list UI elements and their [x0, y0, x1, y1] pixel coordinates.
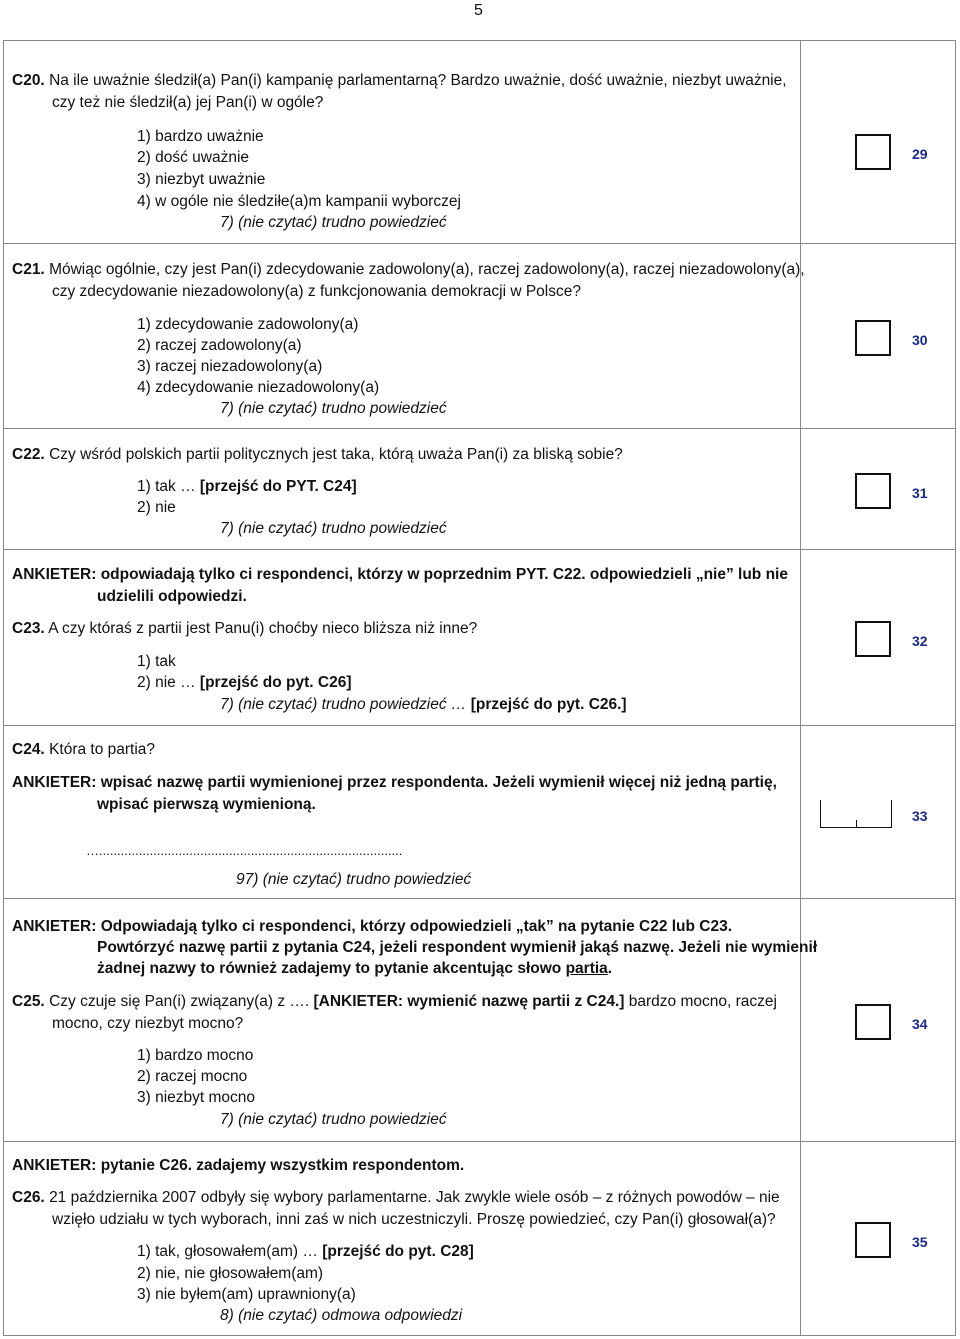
answer-option: 3) niezbyt mocno	[137, 1089, 256, 1106]
interviewer-note: ANKIETER: wpisać nazwę partii wymienionej przez respondenta. Jeżeli wymienił więcej niż jedną partię,	[12, 774, 777, 791]
answer-option: 3) nie byłem(am) uprawniony(a)	[137, 1286, 356, 1303]
answer-box[interactable]	[855, 473, 891, 509]
column-code: 35	[912, 1234, 928, 1250]
question-text: Na ile uważnie śledził(a) Pan(i) kampanię parlamentarną? Bardzo uważnie, dość uważnie, niezbyt uważnie,	[49, 72, 787, 89]
question-label: C22.	[12, 446, 45, 463]
answer-option: 2) dość uważnie	[137, 149, 250, 166]
page-number: 5	[474, 2, 483, 19]
answer-box[interactable]	[855, 134, 891, 170]
answer-option-text: 1) tak, głosowałem(am) …	[137, 1243, 318, 1260]
question-label: C25.	[12, 993, 45, 1010]
question-text: A czy któraś z partii jest Panu(i) choćby nieco bliższa niż inne?	[48, 620, 478, 637]
question-c20	[12, 70, 787, 91]
note-text: żadnej nazwy to również zadajemy to pytanie akcentując słowo	[97, 960, 566, 977]
answer-option-dk: 7) (nie czytać) trudno powiedzieć	[220, 1111, 447, 1128]
question-c21	[12, 259, 805, 280]
answer-option: 2) raczej mocno	[137, 1068, 248, 1085]
answer-option-dk	[220, 694, 627, 715]
row-divider	[3, 898, 956, 899]
question-c24	[12, 739, 155, 760]
write-in-line[interactable]: …....................................................................................	[86, 843, 403, 858]
question-c26	[12, 1187, 780, 1208]
column-code: 29	[912, 146, 928, 162]
interviewer-note: ANKIETER: odpowiadają tylko ci respondenci, którzy w poprzednim PYT. C22. odpowiedzieli „nie” lub nie	[12, 566, 788, 583]
question-text: Czy czuje się Pan(i) związany(a) z ….	[49, 993, 310, 1010]
skip-instruction: [przejść do pyt. C26]	[199, 674, 352, 691]
answer-option-refuse: 8) (nie czytać) odmowa odpowiedzi	[220, 1307, 463, 1324]
question-text: 21 października 2007 odbyły się wybory parlamentarne. Jak zwykle wiele osób – z różnych powodów – nie	[49, 1189, 780, 1206]
interviewer-note-cont	[97, 958, 612, 979]
interviewer-note: ANKIETER: pytanie C26. zadajemy wszystkim respondentom.	[12, 1157, 465, 1174]
question-text: Mówiąc ogólnie, czy jest Pan(i) zdecydowanie zadowolony(a), raczej zadowolony(a), raczej niezadowolony(a),	[49, 261, 805, 278]
question-c25	[12, 991, 777, 1012]
row-divider	[3, 243, 956, 244]
question-c22	[12, 444, 623, 465]
question-label: C24.	[12, 741, 45, 758]
column-code: 32	[912, 633, 928, 649]
answer-option-dk: 7) (nie czytać) trudno powiedzieć	[220, 214, 447, 231]
question-text-cont: mocno, czy niezbyt mocno?	[52, 1015, 244, 1032]
emphasized-word: partia	[565, 960, 608, 977]
column-code: 30	[912, 332, 928, 348]
answer-box[interactable]	[855, 1222, 891, 1258]
answer-option: 2) raczej zadowolony(a)	[137, 337, 302, 354]
question-label: C23.	[12, 620, 45, 637]
question-text-cont: czy też nie śledził(a) jej Pan(i) w ogóle?	[52, 94, 324, 111]
note-text: .	[607, 960, 613, 977]
skip-instruction: [przejść do pyt. C28]	[322, 1243, 474, 1260]
row-divider	[3, 428, 956, 429]
answer-box[interactable]	[855, 1004, 891, 1040]
answer-option: 2) nie	[137, 499, 176, 516]
answer-option	[137, 476, 357, 497]
interviewer-note-cont: Powtórzyć nazwę partii z pytania C24, jeżeli respondent wymienił jakąś nazwę. Jeżeli nie wymienił	[97, 939, 818, 956]
row-divider	[3, 725, 956, 726]
row-divider	[3, 1141, 956, 1142]
answer-option	[137, 672, 352, 693]
answer-option: 3) niezbyt uważnie	[137, 171, 266, 188]
question-label: C26.	[12, 1189, 45, 1206]
answer-option: 1) bardzo mocno	[137, 1047, 254, 1064]
answer-option	[137, 1241, 474, 1262]
answer-box-two-digit[interactable]	[820, 800, 892, 828]
question-text-cont: wzięło udziału w tych wyborach, inni zaś w nich uczestniczyli. Proszę powiedzieć, czy Pan(i) głosował(a)?	[52, 1211, 776, 1228]
answer-box[interactable]	[855, 320, 891, 356]
question-text: Która to partia?	[49, 741, 156, 758]
row-divider	[3, 549, 956, 550]
answer-option: 4) zdecydowanie niezadowolony(a)	[137, 379, 380, 396]
answer-box[interactable]	[855, 621, 891, 657]
interviewer-instruction: [ANKIETER: wymienić nazwę partii z C24.]	[313, 993, 625, 1010]
answer-option: 1) tak	[137, 653, 176, 670]
answer-option: 2) nie, nie głosowałem(am)	[137, 1265, 324, 1282]
interviewer-note-cont: wpisać pierwszą wymienioną.	[97, 796, 316, 813]
answer-option-dk: 7) (nie czytać) trudno powiedzieć	[220, 400, 447, 417]
answer-option-text: 7) (nie czytać) trudno powiedzieć …	[220, 696, 467, 713]
column-code: 34	[912, 1016, 928, 1032]
answer-option-text: 1) tak …	[137, 478, 196, 495]
skip-instruction: [przejść do pyt. C26.]	[470, 696, 627, 713]
interviewer-note-cont: udzielili odpowiedzi.	[97, 588, 247, 605]
answer-option-dk: 97) (nie czytać) trudno powiedzieć	[236, 871, 472, 888]
answer-option-text: 2) nie …	[137, 674, 196, 691]
column-code: 33	[912, 808, 928, 824]
answer-option: 3) raczej niezadowolony(a)	[137, 358, 323, 375]
question-c23	[12, 618, 477, 639]
question-label: C20.	[12, 72, 45, 89]
answer-option-dk: 7) (nie czytać) trudno powiedzieć	[220, 520, 447, 537]
question-text: Czy wśród polskich partii politycznych jest taka, którą uważa Pan(i) za bliską sobie?	[49, 446, 623, 463]
answer-option: 1) zdecydowanie zadowolony(a)	[137, 316, 359, 333]
question-text-cont: czy zdecydowanie niezadowolony(a) z funkcjonowania demokracji w Polsce?	[52, 283, 581, 300]
answer-option: 1) bardzo uważnie	[137, 128, 264, 145]
answer-option: 4) w ogóle nie śledziłe(a)m kampanii wyborczej	[137, 193, 461, 210]
question-label: C21.	[12, 261, 45, 278]
question-text: bardzo mocno, raczej	[628, 993, 777, 1010]
column-code: 31	[912, 485, 928, 501]
interviewer-note: ANKIETER: Odpowiadają tylko ci respondenci, którzy odpowiedzieli „tak” na pytanie C22 lub C23.	[12, 918, 733, 935]
skip-instruction: [przejść do PYT. C24]	[199, 478, 357, 495]
